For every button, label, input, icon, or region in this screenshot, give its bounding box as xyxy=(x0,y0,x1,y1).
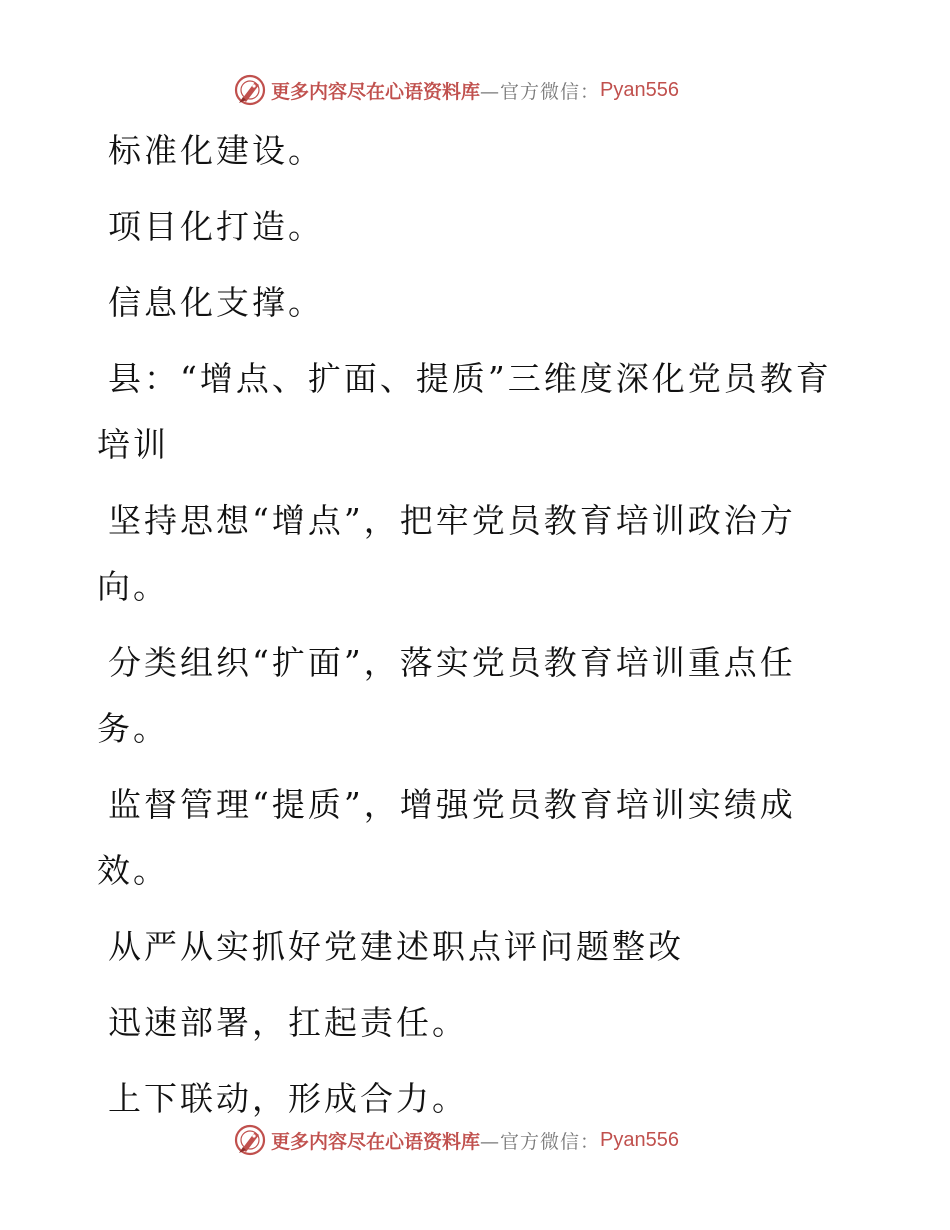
document-body xyxy=(97,118,837,1142)
banner-title: 更多内容尽在心语资料库 xyxy=(271,80,481,103)
banner-subtitle: —官方微信： xyxy=(480,1130,601,1153)
header-banner xyxy=(233,72,679,108)
paragraph: 监督管理“提质”，增强党员教育培训实绩成效。 xyxy=(97,785,796,890)
footer-banner xyxy=(233,1122,679,1158)
paragraph: 分类组织“扩面”，落实党员教育培训重点任务。 xyxy=(97,643,796,748)
pen-nib-logo-icon xyxy=(233,73,267,107)
paragraph: 项目化打造。 xyxy=(108,207,324,246)
paragraph: 从严从实抓好党建述职点评问题整改 xyxy=(108,927,684,966)
pen-nib-logo-icon xyxy=(233,1123,267,1157)
paragraph: 县：“增点、扩面、提质”三维度深化党员教育培训 xyxy=(97,359,832,464)
banner-wechat-id: Pyan556 xyxy=(600,78,679,101)
paragraph: 信息化支撑。 xyxy=(108,283,324,322)
paragraph: 标准化建设。 xyxy=(108,131,324,170)
paragraph: 上下联动，形成合力。 xyxy=(108,1079,468,1118)
banner-subtitle: —官方微信： xyxy=(480,80,601,103)
paragraph: 迅速部署，扛起责任。 xyxy=(108,1003,468,1042)
paragraph: 坚持思想“增点”，把牢党员教育培训政治方向。 xyxy=(97,501,796,606)
banner-wechat-id: Pyan556 xyxy=(600,1128,679,1151)
banner-title: 更多内容尽在心语资料库 xyxy=(271,1130,481,1153)
